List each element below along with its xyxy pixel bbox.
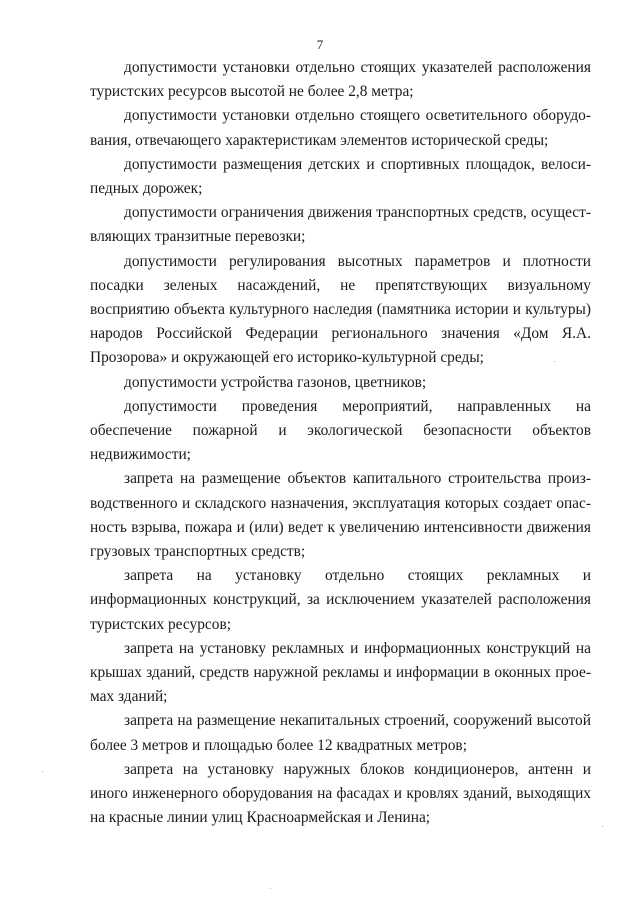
paragraph: запрета на установку отдельно стоящих рекламных и информационных конструкций, за исключением указателей расположения туристских ресурсов; [90,567,591,633]
scan-speck [270,888,271,889]
paragraph: допустимости установки отдельно стоящего осветительного оборудования, отвечающего характеристикам элементов исторической среды; [90,107,591,149]
paragraph: запрета на установку наружных блоков кондиционеров, антенн и иного инженерного оборудования на фасадах и кровлях зданий, выходящих на красные линии улиц Красноармейская и Ленина; [90,760,591,827]
paragraph: запрета на установку рекламных и информационных конструкций на крышах зданий, средств наружной рекламы и информации в оконных проемах зданий; [90,639,591,706]
paragraph: допустимости установки отдельно стоящих указателей расположения туристских ресурсов высотой не более 2,8 метра; [90,59,591,101]
paragraph: допустимости ограничения движения транспортных средств, осуществляющих транзитные перевозки; [90,204,591,246]
paragraph: запрета на размещение объектов капитального строительства производственного и складского назначения, эксплуатация которых создает опасность взрыва, пожара и (или) ведет к увеличению интенсивности движения грузовых транспортных средств; [90,470,591,561]
scan-speck [602,826,603,827]
scan-speck [554,361,555,362]
paragraph: запрета на размещение некапитальных строений, сооружений высотой более 3 метров и площадью более 12 квадратных метров; [90,712,591,754]
paragraph: допустимости размещения детских и спортивных площадок, велосипедных дорожек; [90,155,591,198]
document-body [90,56,591,831]
page-number: 7 [316,37,324,52]
paragraph: допустимости регулирования высотных параметров и плотности посадки зеленых насаждений, не препятствующих визуальному восприятию объекта культурного наследия (памятника истории и культуры) народов Российской Федерации регионального значения «Дом Я.А. Прозорова» и окружающей его историко-культурной среды; [90,252,591,367]
scan-speck [42,771,43,772]
paragraph: допустимости устройства газонов, цветников; [124,373,427,391]
paragraph: допустимости проведения мероприятий, направленных на обеспечение пожарной и экологической безопасности объектов недвижимости; [90,397,591,464]
